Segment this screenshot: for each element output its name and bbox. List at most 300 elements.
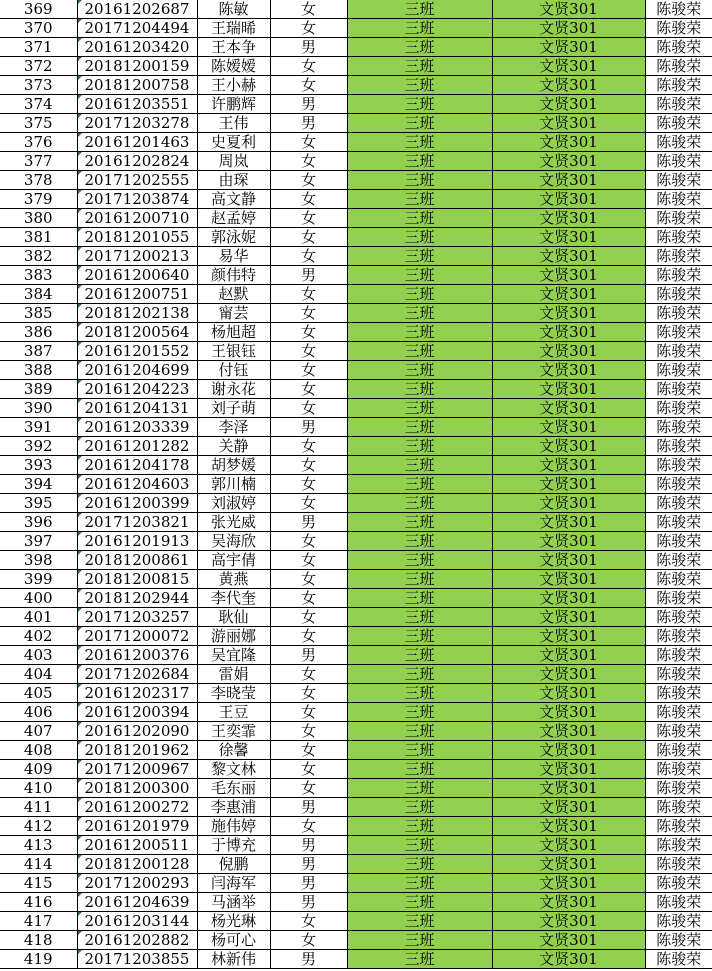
dorm-cell[interactable]: 文贤301 bbox=[492, 950, 645, 969]
dorm-cell[interactable]: 文贤301 bbox=[492, 380, 645, 399]
row-number-cell[interactable]: 414 bbox=[0, 855, 77, 874]
row-number-cell[interactable]: 369 bbox=[0, 0, 77, 19]
dorm-cell[interactable]: 文贤301 bbox=[492, 836, 645, 855]
row-number-cell[interactable]: 385 bbox=[0, 304, 77, 323]
advisor-cell[interactable]: 陈骏荣 bbox=[645, 722, 712, 741]
gender-cell[interactable]: 女 bbox=[270, 361, 347, 380]
dorm-cell[interactable]: 文贤301 bbox=[492, 912, 645, 931]
row-number-cell[interactable]: 372 bbox=[0, 57, 77, 76]
dorm-cell[interactable]: 文贤301 bbox=[492, 247, 645, 266]
student-id-cell[interactable] bbox=[77, 399, 197, 418]
student-id-cell[interactable] bbox=[77, 722, 197, 741]
name-cell[interactable]: 王奕霏 bbox=[197, 722, 270, 741]
class-cell[interactable]: 三班 bbox=[347, 532, 492, 551]
advisor-cell[interactable]: 陈骏荣 bbox=[645, 893, 712, 912]
row-number-cell[interactable]: 411 bbox=[0, 798, 77, 817]
row-number-cell[interactable]: 409 bbox=[0, 760, 77, 779]
class-cell[interactable]: 三班 bbox=[347, 228, 492, 247]
name-cell[interactable]: 李泽 bbox=[197, 418, 270, 437]
gender-cell[interactable]: 男 bbox=[270, 38, 347, 57]
class-cell[interactable]: 三班 bbox=[347, 893, 492, 912]
gender-cell[interactable]: 男 bbox=[270, 836, 347, 855]
student-id-cell[interactable] bbox=[77, 627, 197, 646]
name-cell[interactable]: 黎文林 bbox=[197, 760, 270, 779]
advisor-cell[interactable]: 陈骏荣 bbox=[645, 798, 712, 817]
advisor-cell[interactable]: 陈骏荣 bbox=[645, 190, 712, 209]
name-cell[interactable]: 李晓莹 bbox=[197, 684, 270, 703]
row-number-cell[interactable]: 375 bbox=[0, 114, 77, 133]
advisor-cell[interactable]: 陈骏荣 bbox=[645, 532, 712, 551]
gender-cell[interactable]: 男 bbox=[270, 513, 347, 532]
name-cell[interactable]: 李代奎 bbox=[197, 589, 270, 608]
class-cell[interactable]: 三班 bbox=[347, 950, 492, 969]
class-cell[interactable]: 三班 bbox=[347, 608, 492, 627]
student-id-cell[interactable] bbox=[77, 76, 197, 95]
name-cell[interactable]: 许鹏辉 bbox=[197, 95, 270, 114]
class-cell[interactable]: 三班 bbox=[347, 304, 492, 323]
class-cell[interactable]: 三班 bbox=[347, 627, 492, 646]
dorm-cell[interactable]: 文贤301 bbox=[492, 741, 645, 760]
dorm-cell[interactable]: 文贤301 bbox=[492, 513, 645, 532]
gender-cell[interactable]: 男 bbox=[270, 646, 347, 665]
row-number-cell[interactable]: 417 bbox=[0, 912, 77, 931]
name-cell[interactable]: 闫海军 bbox=[197, 874, 270, 893]
gender-cell[interactable]: 女 bbox=[270, 380, 347, 399]
class-cell[interactable]: 三班 bbox=[347, 475, 492, 494]
gender-cell[interactable]: 女 bbox=[270, 760, 347, 779]
row-number-cell[interactable]: 384 bbox=[0, 285, 77, 304]
dorm-cell[interactable]: 文贤301 bbox=[492, 171, 645, 190]
advisor-cell[interactable]: 陈骏荣 bbox=[645, 95, 712, 114]
gender-cell[interactable]: 女 bbox=[270, 342, 347, 361]
advisor-cell[interactable]: 陈骏荣 bbox=[645, 247, 712, 266]
row-number-cell[interactable]: 380 bbox=[0, 209, 77, 228]
row-number-cell[interactable]: 393 bbox=[0, 456, 77, 475]
dorm-cell[interactable]: 文贤301 bbox=[492, 627, 645, 646]
student-id-cell[interactable] bbox=[77, 912, 197, 931]
name-cell[interactable]: 徐馨 bbox=[197, 741, 270, 760]
class-cell[interactable]: 三班 bbox=[347, 209, 492, 228]
student-id-cell[interactable] bbox=[77, 304, 197, 323]
gender-cell[interactable]: 女 bbox=[270, 323, 347, 342]
gender-cell[interactable]: 男 bbox=[270, 95, 347, 114]
advisor-cell[interactable]: 陈骏荣 bbox=[645, 836, 712, 855]
name-cell[interactable]: 黄燕 bbox=[197, 570, 270, 589]
class-cell[interactable]: 三班 bbox=[347, 285, 492, 304]
name-cell[interactable]: 吴海欣 bbox=[197, 532, 270, 551]
row-number-cell[interactable]: 371 bbox=[0, 38, 77, 57]
advisor-cell[interactable]: 陈骏荣 bbox=[645, 646, 712, 665]
row-number-cell[interactable]: 406 bbox=[0, 703, 77, 722]
name-cell[interactable]: 王小赫 bbox=[197, 76, 270, 95]
gender-cell[interactable]: 女 bbox=[270, 589, 347, 608]
gender-cell[interactable]: 女 bbox=[270, 285, 347, 304]
gender-cell[interactable]: 女 bbox=[270, 437, 347, 456]
dorm-cell[interactable]: 文贤301 bbox=[492, 589, 645, 608]
row-number-cell[interactable]: 373 bbox=[0, 76, 77, 95]
name-cell[interactable]: 关静 bbox=[197, 437, 270, 456]
advisor-cell[interactable]: 陈骏荣 bbox=[645, 361, 712, 380]
dorm-cell[interactable]: 文贤301 bbox=[492, 874, 645, 893]
class-cell[interactable]: 三班 bbox=[347, 247, 492, 266]
student-id-cell[interactable] bbox=[77, 133, 197, 152]
dorm-cell[interactable]: 文贤301 bbox=[492, 532, 645, 551]
student-id-cell[interactable] bbox=[77, 551, 197, 570]
gender-cell[interactable]: 女 bbox=[270, 190, 347, 209]
gender-cell[interactable]: 女 bbox=[270, 532, 347, 551]
name-cell[interactable]: 胡梦媛 bbox=[197, 456, 270, 475]
dorm-cell[interactable]: 文贤301 bbox=[492, 114, 645, 133]
name-cell[interactable]: 郭川楠 bbox=[197, 475, 270, 494]
gender-cell[interactable]: 男 bbox=[270, 114, 347, 133]
advisor-cell[interactable]: 陈骏荣 bbox=[645, 950, 712, 969]
name-cell[interactable]: 李惠浦 bbox=[197, 798, 270, 817]
dorm-cell[interactable]: 文贤301 bbox=[492, 399, 645, 418]
advisor-cell[interactable]: 陈骏荣 bbox=[645, 0, 712, 19]
name-cell[interactable]: 王豆 bbox=[197, 703, 270, 722]
student-id-cell[interactable] bbox=[77, 418, 197, 437]
class-cell[interactable]: 三班 bbox=[347, 152, 492, 171]
dorm-cell[interactable]: 文贤301 bbox=[492, 646, 645, 665]
gender-cell[interactable]: 女 bbox=[270, 494, 347, 513]
student-id-cell[interactable] bbox=[77, 114, 197, 133]
dorm-cell[interactable]: 文贤301 bbox=[492, 665, 645, 684]
row-number-cell[interactable]: 401 bbox=[0, 608, 77, 627]
row-number-cell[interactable]: 405 bbox=[0, 684, 77, 703]
name-cell[interactable]: 陈嫒嫒 bbox=[197, 57, 270, 76]
student-id-cell[interactable] bbox=[77, 361, 197, 380]
advisor-cell[interactable]: 陈骏荣 bbox=[645, 323, 712, 342]
class-cell[interactable]: 三班 bbox=[347, 760, 492, 779]
dorm-cell[interactable]: 文贤301 bbox=[492, 494, 645, 513]
gender-cell[interactable]: 女 bbox=[270, 627, 347, 646]
class-cell[interactable]: 三班 bbox=[347, 95, 492, 114]
row-number-cell[interactable]: 408 bbox=[0, 741, 77, 760]
class-cell[interactable]: 三班 bbox=[347, 912, 492, 931]
student-id-cell[interactable] bbox=[77, 475, 197, 494]
row-number-cell[interactable]: 390 bbox=[0, 399, 77, 418]
name-cell[interactable]: 周岚 bbox=[197, 152, 270, 171]
advisor-cell[interactable]: 陈骏荣 bbox=[645, 38, 712, 57]
class-cell[interactable]: 三班 bbox=[347, 57, 492, 76]
advisor-cell[interactable]: 陈骏荣 bbox=[645, 437, 712, 456]
row-number-cell[interactable]: 399 bbox=[0, 570, 77, 589]
class-cell[interactable]: 三班 bbox=[347, 665, 492, 684]
student-id-cell[interactable] bbox=[77, 152, 197, 171]
row-number-cell[interactable]: 391 bbox=[0, 418, 77, 437]
advisor-cell[interactable]: 陈骏荣 bbox=[645, 209, 712, 228]
class-cell[interactable]: 三班 bbox=[347, 513, 492, 532]
name-cell[interactable]: 游丽娜 bbox=[197, 627, 270, 646]
gender-cell[interactable]: 女 bbox=[270, 741, 347, 760]
advisor-cell[interactable]: 陈骏荣 bbox=[645, 114, 712, 133]
dorm-cell[interactable]: 文贤301 bbox=[492, 19, 645, 38]
name-cell[interactable]: 谢永花 bbox=[197, 380, 270, 399]
name-cell[interactable]: 王本争 bbox=[197, 38, 270, 57]
name-cell[interactable]: 刘淑婷 bbox=[197, 494, 270, 513]
dorm-cell[interactable]: 文贤301 bbox=[492, 608, 645, 627]
student-id-cell[interactable] bbox=[77, 171, 197, 190]
advisor-cell[interactable]: 陈骏荣 bbox=[645, 665, 712, 684]
gender-cell[interactable]: 女 bbox=[270, 19, 347, 38]
advisor-cell[interactable]: 陈骏荣 bbox=[645, 456, 712, 475]
dorm-cell[interactable]: 文贤301 bbox=[492, 285, 645, 304]
row-number-cell[interactable]: 404 bbox=[0, 665, 77, 684]
advisor-cell[interactable]: 陈骏荣 bbox=[645, 285, 712, 304]
student-id-cell[interactable] bbox=[77, 798, 197, 817]
class-cell[interactable]: 三班 bbox=[347, 133, 492, 152]
student-id-cell[interactable] bbox=[77, 342, 197, 361]
class-cell[interactable]: 三班 bbox=[347, 323, 492, 342]
advisor-cell[interactable]: 陈骏荣 bbox=[645, 817, 712, 836]
gender-cell[interactable]: 女 bbox=[270, 247, 347, 266]
advisor-cell[interactable]: 陈骏荣 bbox=[645, 741, 712, 760]
dorm-cell[interactable]: 文贤301 bbox=[492, 760, 645, 779]
student-id-cell[interactable] bbox=[77, 228, 197, 247]
name-cell[interactable]: 甯芸 bbox=[197, 304, 270, 323]
name-cell[interactable]: 由琛 bbox=[197, 171, 270, 190]
row-number-cell[interactable]: 388 bbox=[0, 361, 77, 380]
dorm-cell[interactable]: 文贤301 bbox=[492, 893, 645, 912]
class-cell[interactable]: 三班 bbox=[347, 836, 492, 855]
student-id-cell[interactable] bbox=[77, 893, 197, 912]
row-number-cell[interactable]: 398 bbox=[0, 551, 77, 570]
gender-cell[interactable]: 男 bbox=[270, 874, 347, 893]
gender-cell[interactable]: 男 bbox=[270, 266, 347, 285]
gender-cell[interactable]: 男 bbox=[270, 798, 347, 817]
gender-cell[interactable]: 女 bbox=[270, 228, 347, 247]
advisor-cell[interactable]: 陈骏荣 bbox=[645, 703, 712, 722]
name-cell[interactable]: 史夏利 bbox=[197, 133, 270, 152]
class-cell[interactable]: 三班 bbox=[347, 551, 492, 570]
name-cell[interactable]: 耿仙 bbox=[197, 608, 270, 627]
advisor-cell[interactable]: 陈骏荣 bbox=[645, 475, 712, 494]
name-cell[interactable]: 赵默 bbox=[197, 285, 270, 304]
name-cell[interactable]: 陈敏 bbox=[197, 0, 270, 19]
advisor-cell[interactable]: 陈骏荣 bbox=[645, 304, 712, 323]
student-id-cell[interactable] bbox=[77, 589, 197, 608]
class-cell[interactable]: 三班 bbox=[347, 266, 492, 285]
gender-cell[interactable]: 女 bbox=[270, 779, 347, 798]
student-id-cell[interactable] bbox=[77, 532, 197, 551]
student-id-cell[interactable] bbox=[77, 57, 197, 76]
class-cell[interactable]: 三班 bbox=[347, 684, 492, 703]
class-cell[interactable]: 三班 bbox=[347, 570, 492, 589]
gender-cell[interactable]: 男 bbox=[270, 893, 347, 912]
gender-cell[interactable]: 女 bbox=[270, 684, 347, 703]
student-id-cell[interactable] bbox=[77, 380, 197, 399]
row-number-cell[interactable]: 387 bbox=[0, 342, 77, 361]
student-id-cell[interactable] bbox=[77, 266, 197, 285]
name-cell[interactable]: 易华 bbox=[197, 247, 270, 266]
advisor-cell[interactable]: 陈骏荣 bbox=[645, 855, 712, 874]
class-cell[interactable]: 三班 bbox=[347, 190, 492, 209]
name-cell[interactable]: 刘子萌 bbox=[197, 399, 270, 418]
dorm-cell[interactable]: 文贤301 bbox=[492, 152, 645, 171]
dorm-cell[interactable]: 文贤301 bbox=[492, 779, 645, 798]
gender-cell[interactable]: 女 bbox=[270, 931, 347, 950]
student-id-cell[interactable] bbox=[77, 836, 197, 855]
row-number-cell[interactable]: 415 bbox=[0, 874, 77, 893]
dorm-cell[interactable]: 文贤301 bbox=[492, 437, 645, 456]
student-id-cell[interactable] bbox=[77, 437, 197, 456]
class-cell[interactable]: 三班 bbox=[347, 741, 492, 760]
dorm-cell[interactable]: 文贤301 bbox=[492, 855, 645, 874]
name-cell[interactable]: 赵孟婷 bbox=[197, 209, 270, 228]
name-cell[interactable]: 王伟 bbox=[197, 114, 270, 133]
student-id-cell[interactable] bbox=[77, 247, 197, 266]
name-cell[interactable]: 高文静 bbox=[197, 190, 270, 209]
name-cell[interactable]: 于博充 bbox=[197, 836, 270, 855]
student-id-cell[interactable] bbox=[77, 646, 197, 665]
advisor-cell[interactable]: 陈骏荣 bbox=[645, 627, 712, 646]
gender-cell[interactable]: 女 bbox=[270, 570, 347, 589]
row-number-cell[interactable]: 396 bbox=[0, 513, 77, 532]
advisor-cell[interactable]: 陈骏荣 bbox=[645, 494, 712, 513]
row-number-cell[interactable]: 379 bbox=[0, 190, 77, 209]
advisor-cell[interactable]: 陈骏荣 bbox=[645, 931, 712, 950]
dorm-cell[interactable]: 文贤301 bbox=[492, 931, 645, 950]
gender-cell[interactable]: 女 bbox=[270, 551, 347, 570]
dorm-cell[interactable]: 文贤301 bbox=[492, 722, 645, 741]
dorm-cell[interactable]: 文贤301 bbox=[492, 209, 645, 228]
gender-cell[interactable]: 女 bbox=[270, 722, 347, 741]
gender-cell[interactable]: 女 bbox=[270, 171, 347, 190]
name-cell[interactable]: 施伟婷 bbox=[197, 817, 270, 836]
gender-cell[interactable]: 女 bbox=[270, 304, 347, 323]
student-id-cell[interactable] bbox=[77, 817, 197, 836]
row-number-cell[interactable]: 389 bbox=[0, 380, 77, 399]
row-number-cell[interactable]: 397 bbox=[0, 532, 77, 551]
class-cell[interactable]: 三班 bbox=[347, 646, 492, 665]
row-number-cell[interactable]: 418 bbox=[0, 931, 77, 950]
class-cell[interactable]: 三班 bbox=[347, 703, 492, 722]
name-cell[interactable]: 王银钰 bbox=[197, 342, 270, 361]
student-id-cell[interactable] bbox=[77, 608, 197, 627]
dorm-cell[interactable]: 文贤301 bbox=[492, 304, 645, 323]
student-id-cell[interactable] bbox=[77, 513, 197, 532]
name-cell[interactable]: 马涵举 bbox=[197, 893, 270, 912]
class-cell[interactable]: 三班 bbox=[347, 0, 492, 19]
advisor-cell[interactable]: 陈骏荣 bbox=[645, 266, 712, 285]
student-id-cell[interactable] bbox=[77, 209, 197, 228]
student-id-cell[interactable] bbox=[77, 19, 197, 38]
class-cell[interactable]: 三班 bbox=[347, 380, 492, 399]
student-id-cell[interactable] bbox=[77, 931, 197, 950]
dorm-cell[interactable]: 文贤301 bbox=[492, 703, 645, 722]
row-number-cell[interactable]: 416 bbox=[0, 893, 77, 912]
class-cell[interactable]: 三班 bbox=[347, 418, 492, 437]
student-id-cell[interactable] bbox=[77, 874, 197, 893]
class-cell[interactable]: 三班 bbox=[347, 931, 492, 950]
student-id-cell[interactable] bbox=[77, 190, 197, 209]
advisor-cell[interactable]: 陈骏荣 bbox=[645, 589, 712, 608]
row-number-cell[interactable]: 402 bbox=[0, 627, 77, 646]
student-id-cell[interactable] bbox=[77, 38, 197, 57]
advisor-cell[interactable]: 陈骏荣 bbox=[645, 570, 712, 589]
student-id-cell[interactable] bbox=[77, 285, 197, 304]
gender-cell[interactable]: 女 bbox=[270, 703, 347, 722]
gender-cell[interactable]: 女 bbox=[270, 475, 347, 494]
gender-cell[interactable]: 女 bbox=[270, 152, 347, 171]
advisor-cell[interactable]: 陈骏荣 bbox=[645, 342, 712, 361]
gender-cell[interactable]: 男 bbox=[270, 855, 347, 874]
row-number-cell[interactable]: 370 bbox=[0, 19, 77, 38]
dorm-cell[interactable]: 文贤301 bbox=[492, 38, 645, 57]
student-id-cell[interactable] bbox=[77, 950, 197, 969]
row-number-cell[interactable]: 413 bbox=[0, 836, 77, 855]
advisor-cell[interactable]: 陈骏荣 bbox=[645, 228, 712, 247]
name-cell[interactable]: 林新伟 bbox=[197, 950, 270, 969]
student-id-cell[interactable] bbox=[77, 456, 197, 475]
class-cell[interactable]: 三班 bbox=[347, 722, 492, 741]
class-cell[interactable]: 三班 bbox=[347, 779, 492, 798]
row-number-cell[interactable]: 407 bbox=[0, 722, 77, 741]
student-id-cell[interactable] bbox=[77, 855, 197, 874]
class-cell[interactable]: 三班 bbox=[347, 171, 492, 190]
row-number-cell[interactable]: 378 bbox=[0, 171, 77, 190]
gender-cell[interactable]: 女 bbox=[270, 456, 347, 475]
name-cell[interactable]: 毛东丽 bbox=[197, 779, 270, 798]
student-id-cell[interactable] bbox=[77, 779, 197, 798]
dorm-cell[interactable]: 文贤301 bbox=[492, 570, 645, 589]
class-cell[interactable]: 三班 bbox=[347, 817, 492, 836]
student-id-cell[interactable] bbox=[77, 741, 197, 760]
dorm-cell[interactable]: 文贤301 bbox=[492, 323, 645, 342]
student-id-cell[interactable] bbox=[77, 684, 197, 703]
row-number-cell[interactable]: 400 bbox=[0, 589, 77, 608]
dorm-cell[interactable]: 文贤301 bbox=[492, 190, 645, 209]
advisor-cell[interactable]: 陈骏荣 bbox=[645, 684, 712, 703]
dorm-cell[interactable]: 文贤301 bbox=[492, 475, 645, 494]
advisor-cell[interactable]: 陈骏荣 bbox=[645, 912, 712, 931]
row-number-cell[interactable]: 374 bbox=[0, 95, 77, 114]
row-number-cell[interactable]: 376 bbox=[0, 133, 77, 152]
dorm-cell[interactable]: 文贤301 bbox=[492, 266, 645, 285]
row-number-cell[interactable]: 419 bbox=[0, 950, 77, 969]
class-cell[interactable]: 三班 bbox=[347, 19, 492, 38]
dorm-cell[interactable]: 文贤301 bbox=[492, 418, 645, 437]
class-cell[interactable]: 三班 bbox=[347, 874, 492, 893]
dorm-cell[interactable]: 文贤301 bbox=[492, 342, 645, 361]
student-id-cell[interactable] bbox=[77, 703, 197, 722]
advisor-cell[interactable]: 陈骏荣 bbox=[645, 779, 712, 798]
name-cell[interactable]: 倪鹏 bbox=[197, 855, 270, 874]
row-number-cell[interactable]: 383 bbox=[0, 266, 77, 285]
class-cell[interactable]: 三班 bbox=[347, 399, 492, 418]
advisor-cell[interactable]: 陈骏荣 bbox=[645, 76, 712, 95]
gender-cell[interactable]: 女 bbox=[270, 133, 347, 152]
dorm-cell[interactable]: 文贤301 bbox=[492, 76, 645, 95]
gender-cell[interactable]: 男 bbox=[270, 950, 347, 969]
advisor-cell[interactable]: 陈骏荣 bbox=[645, 133, 712, 152]
class-cell[interactable]: 三班 bbox=[347, 342, 492, 361]
row-number-cell[interactable]: 377 bbox=[0, 152, 77, 171]
name-cell[interactable]: 王瑞晞 bbox=[197, 19, 270, 38]
advisor-cell[interactable]: 陈骏荣 bbox=[645, 874, 712, 893]
student-id-cell[interactable] bbox=[77, 665, 197, 684]
name-cell[interactable]: 杨旭超 bbox=[197, 323, 270, 342]
dorm-cell[interactable]: 文贤301 bbox=[492, 817, 645, 836]
dorm-cell[interactable]: 文贤301 bbox=[492, 798, 645, 817]
dorm-cell[interactable]: 文贤301 bbox=[492, 361, 645, 380]
row-number-cell[interactable]: 381 bbox=[0, 228, 77, 247]
dorm-cell[interactable]: 文贤301 bbox=[492, 0, 645, 19]
row-number-cell[interactable]: 394 bbox=[0, 475, 77, 494]
advisor-cell[interactable]: 陈骏荣 bbox=[645, 380, 712, 399]
class-cell[interactable]: 三班 bbox=[347, 589, 492, 608]
gender-cell[interactable]: 女 bbox=[270, 608, 347, 627]
